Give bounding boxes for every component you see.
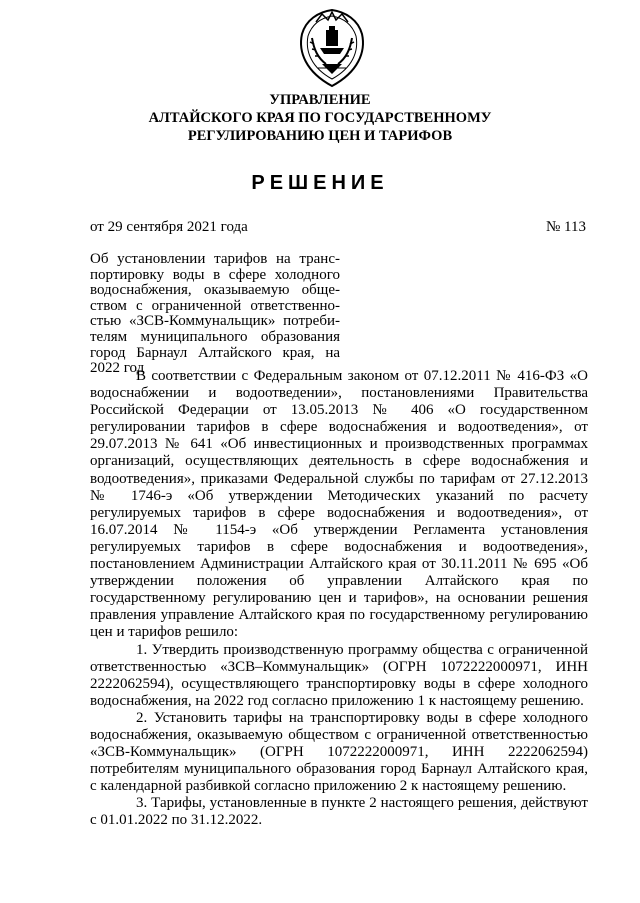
body-line: водоснабжении и водоотведении», постановлениями Правительства bbox=[90, 385, 588, 402]
decision-date: от 29 сентября 2021 года bbox=[90, 219, 248, 235]
body-line: государственному регулированию цен и тарифов», на основании решения bbox=[90, 590, 588, 607]
body-line: 16.07.2014 № 1154-э «Об утверждении Регламента установления bbox=[90, 521, 588, 538]
subject-line: телям муниципального образования bbox=[90, 328, 340, 345]
body-line: 2222062594), осуществляющего транспортировку воды в сфере холодного bbox=[90, 675, 588, 692]
subject-line: Об установлении тарифов на транс- bbox=[90, 251, 340, 267]
body-line: утверждении положения об управлении Алтайского края по bbox=[90, 573, 588, 590]
body-line: потребителям муниципального образования город Барнаул Алтайского края, bbox=[90, 761, 588, 778]
body-line: № 1746-э «Об утверждении Методических указаний по расчету bbox=[90, 487, 588, 504]
body-line: цен и тарифов решило: bbox=[90, 624, 239, 641]
body-line: ответственностью «ЗСВ–Коммунальщик» (ОГРН 1072222000971, ИНН bbox=[90, 658, 588, 675]
subject-line: портировку воды в сфере холодного bbox=[90, 266, 340, 283]
body-line: с 01.01.2022 по 31.12.2022. bbox=[90, 812, 263, 829]
decision-subject bbox=[90, 252, 340, 377]
body-line: 29.07.2013 № 641 «Об инвестиционных и производственных программах bbox=[90, 436, 588, 453]
body-line: 2. Установить тарифы на транспортировку воды в сфере холодного bbox=[136, 709, 588, 726]
decision-number: № 113 bbox=[545, 219, 586, 235]
document-type-title: РЕШЕНИЕ bbox=[251, 172, 389, 194]
body-line: постановлением Администрации Алтайского края от 30.11.2011 № 695 «Об bbox=[90, 556, 588, 573]
org-line: РЕГУЛИРОВАНИЮ ЦЕН И ТАРИФОВ bbox=[187, 128, 453, 144]
body-line: регулировании тарифов в сфере водоснабжения и водоотведения», от bbox=[90, 419, 588, 436]
subject-line: ством с ограниченной ответственно- bbox=[90, 297, 340, 314]
body-line: правления управление Алтайского края по государственному регулированию bbox=[90, 607, 588, 624]
subject-line: стью «ЗСВ-Коммунальщик» потреби- bbox=[90, 313, 340, 330]
organization-name bbox=[0, 91, 640, 145]
body-line: водоснабжения, оказываемую обществом с ограниченной ответственностью bbox=[90, 726, 588, 743]
body-line: 1. Утвердить производственную программу общества с ограниченной bbox=[136, 641, 588, 658]
body-line: Российской Федерации от 13.05.2013 № 406 «О государственном bbox=[90, 402, 588, 419]
body-line: с календарной разбивкой согласно приложению 2 к настоящему решению. bbox=[90, 778, 567, 795]
decision-body bbox=[90, 368, 588, 830]
body-line: водоотведения», приказами Федеральной службы по тарифам от 27.12.2013 bbox=[90, 470, 588, 487]
subject-line: город Барнаул Алтайского края, на bbox=[90, 344, 340, 361]
altai-krai-emblem-icon bbox=[296, 8, 368, 88]
subject-line: 2022 год bbox=[90, 360, 145, 377]
subject-line: водоснабжения, оказываемую обще- bbox=[90, 282, 340, 299]
body-line: 3. Тарифы, установленные в пункте 2 настоящего решения, действуют bbox=[136, 795, 588, 812]
body-line: «ЗСВ-Коммунальщик» (ОГРН 1072222000971, ИНН 2222062594) bbox=[90, 744, 588, 761]
org-line: УПРАВЛЕНИЕ bbox=[269, 92, 371, 108]
body-line: регулируемых тарифов в сфере водоснабжения и водоотведения», от bbox=[90, 504, 588, 521]
org-line: АЛТАЙСКОГО КРАЯ ПО ГОСУДАРСТВЕННОМУ bbox=[148, 110, 492, 126]
body-line: водоснабжения, на 2022 год согласно приложению 1 к настоящему решению. bbox=[90, 692, 584, 709]
body-line: В соответствии с Федеральным законом от 07.12.2011 № 416-ФЗ «О bbox=[136, 368, 588, 384]
body-line: регулируемых тарифов в сфере водоснабжения и водоотведения», bbox=[90, 538, 588, 555]
body-line: организаций, осуществляющих деятельность в сфере водоснабжения и bbox=[90, 453, 588, 470]
